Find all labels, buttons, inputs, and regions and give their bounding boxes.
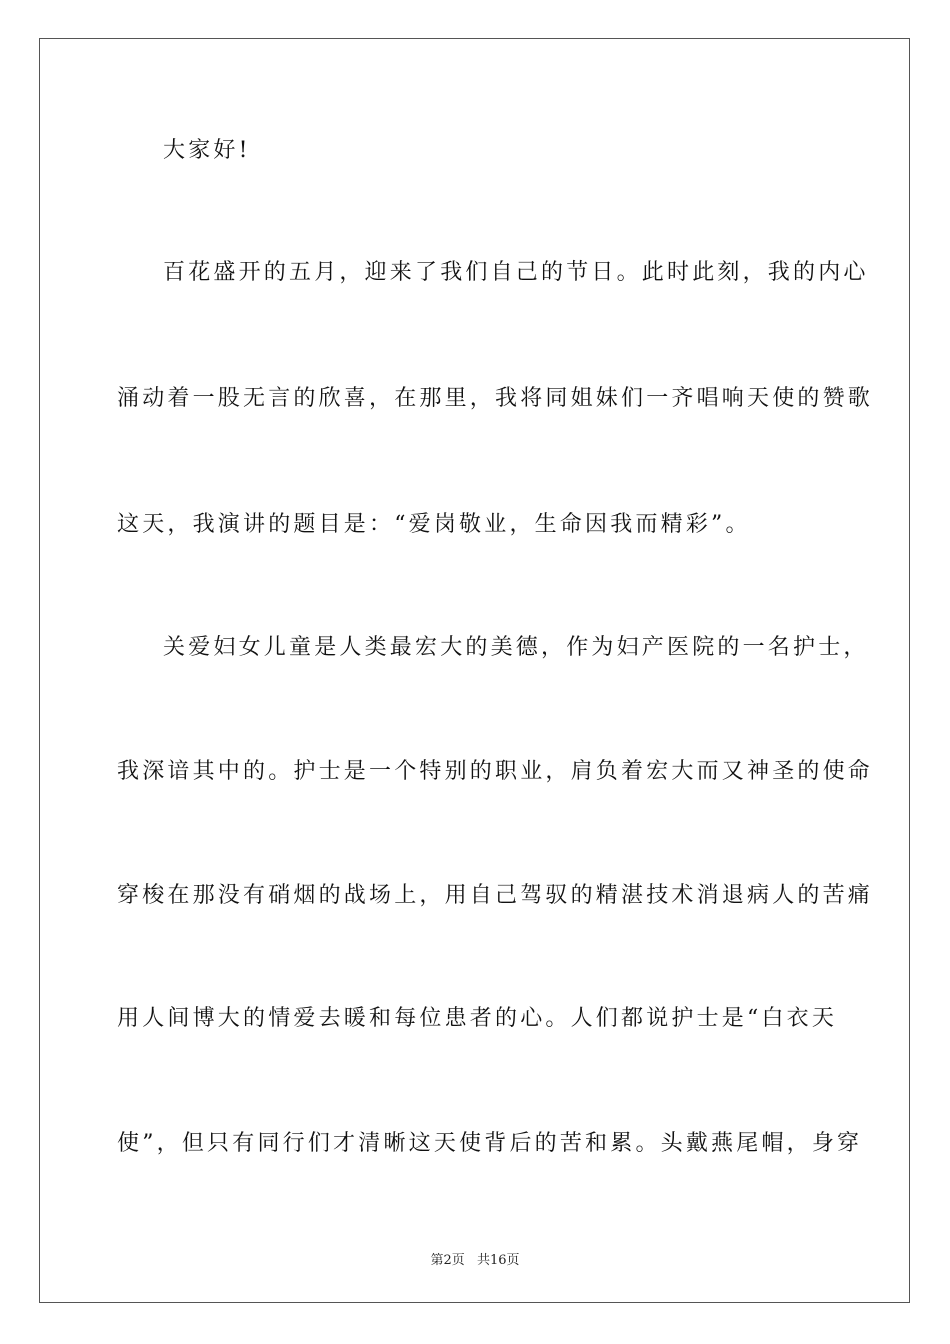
paragraph-line: 百花盛开的五月，迎来了我们自己的节日。此时此刻，我的内心 — [163, 260, 869, 285]
paragraph-line: 这天，我演讲的题目是：“爱岗敬业，生命因我而精彩”。 — [117, 512, 751, 537]
paragraph-line: 穿梭在那没有硝烟的战场上，用自己驾驭的精湛技术消退病人的苦痛 — [117, 883, 874, 908]
greeting-line: 大家好! — [163, 138, 251, 163]
page-border — [39, 38, 910, 1303]
page-footer — [0, 1249, 950, 1268]
paragraph-line: 我深谙其中的。护士是一个特别的职业，肩负着宏大而又神圣的使命 — [117, 759, 874, 784]
paragraph-line: 用人间博大的情爱去暖和每位患者的心。人们都说护士是“白衣天 — [117, 1006, 838, 1031]
paragraph-line: 使”，但只有同行们才清晰这天使背后的苦和累。头戴燕尾帽，身穿 — [117, 1131, 863, 1156]
paragraph-line: 涌动着一股无言的欣喜，在那里，我将同姐妹们一齐唱响天使的赞歌 — [117, 386, 874, 411]
paragraph-line: 关爱妇女儿童是人类最宏大的美德，作为妇产医院的一名护士， — [163, 635, 869, 660]
total-pages: 共16页 — [476, 1253, 520, 1268]
page-number: 第2页 — [430, 1253, 465, 1268]
